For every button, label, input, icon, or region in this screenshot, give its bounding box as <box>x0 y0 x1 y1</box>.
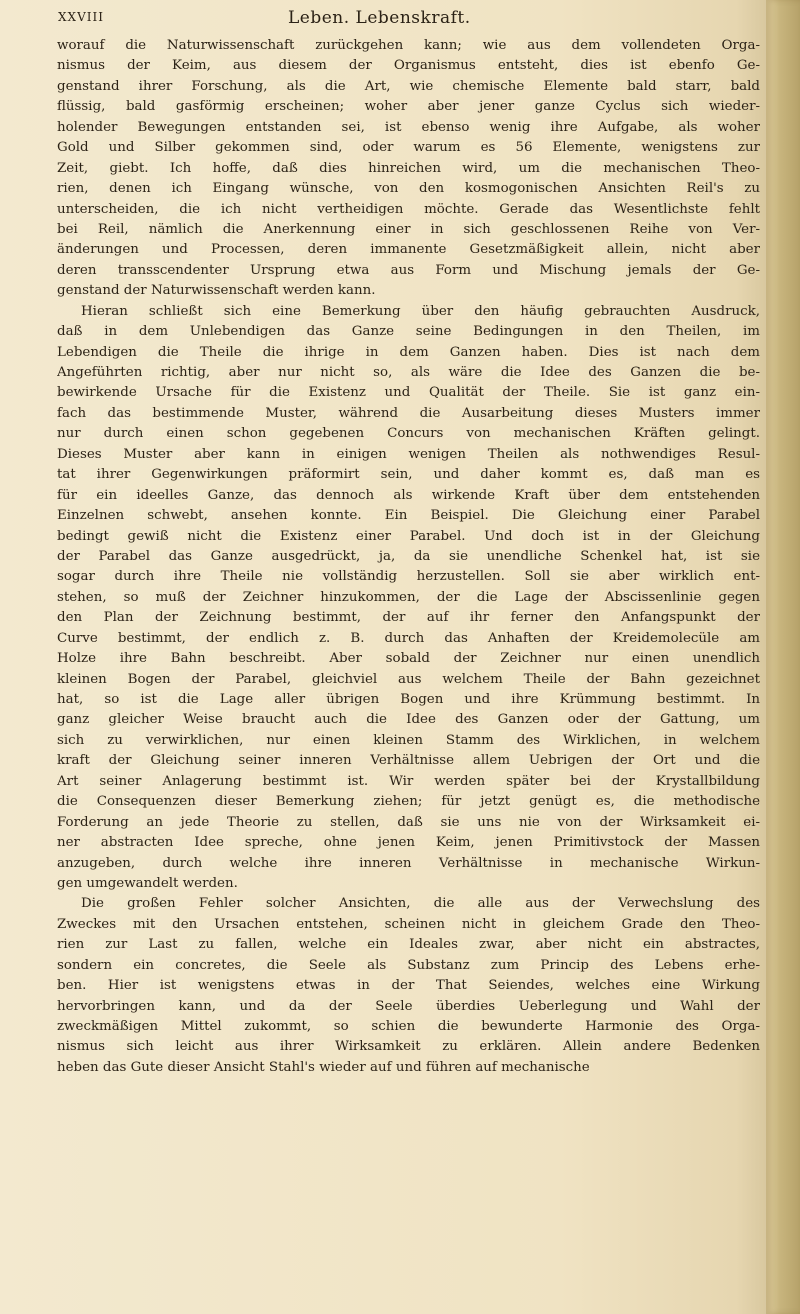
text-line: flüssig, bald gasförmig erscheinen; woher aber jener ganze Cyclus sich wieder- <box>57 99 760 115</box>
text-line: kleinen Bogen der Parabel, gleichviel aus welchem Theile der Bahn gezeichnet <box>57 671 760 687</box>
text-line: Art seiner Anlagerung bestimmt ist. Wir werden später bei der Krystallbildung <box>57 773 760 789</box>
text-line: zweckmäßigen Mittel zukommt, so schien die bewunderte Harmonie des Orga- <box>57 1019 760 1034</box>
text-line: Einzelnen schwebt, ansehen konnte. Ein Beispiel. Die Gleichung einer Parabel <box>57 508 760 524</box>
text-line: Die großen Fehler solcher Ansichten, die alle aus der Verwechslung des <box>81 896 760 912</box>
text-line: genstand der Naturwissenschaft werden kann. <box>57 283 376 299</box>
text-line: ben. Hier ist wenigstens etwas in der That Seiendes, welches eine Wirkung <box>57 978 760 994</box>
page-number: XXVIII <box>58 10 104 24</box>
text-line: sogar durch ihre Theile nie vollständig herzustellen. Soll sie aber wirklich ent- <box>57 569 760 585</box>
text-line: nismus sich leicht aus ihrer Wirksamkeit zu erklären. Allein andere Bedenken <box>57 1039 760 1055</box>
text-line: hervorbringen kann, und da der Seele überdies Ueberlegung und Wahl der <box>57 998 760 1014</box>
text-line: für ein ideelles Ganze, das dennoch als wirkende Kraft über dem entstehenden <box>57 487 760 503</box>
text-line: Angeführten richtig, aber nur nicht so, als wäre die Idee des Ganzen die be- <box>57 365 760 380</box>
running-head: Leben. Lebenskraft. <box>288 8 471 28</box>
text-line: fach das bestimmende Muster, während die Ausarbeitung dieses Musters immer <box>57 405 760 421</box>
paragraph <box>57 302 760 895</box>
page-edge <box>766 0 800 1314</box>
text-line: Hieran schließt sich eine Bemerkung über den häufig gebrauchten Ausdruck, <box>81 303 760 319</box>
text-line: nismus der Keim, aus diesem der Organismus entsteht, dies ist ebenfo Ge- <box>57 58 760 74</box>
body-text <box>57 36 760 1078</box>
text-line: genstand ihrer Forschung, als die Art, wie chemische Elemente bald starr, bald <box>57 78 760 94</box>
text-line: rien zur Last zu fallen, welche ein Ideales zwar, aber nicht ein abstractes, <box>57 937 760 953</box>
text-line: hat, so ist die Lage aller übrigen Bogen und ihre Krümmung bestimmt. In <box>57 692 760 707</box>
text-line: den Plan der Zeichnung bestimmt, der auf ihr ferner den Anfangspunkt der <box>57 610 760 626</box>
text-line: stehen, so muß der Zeichner hinzukommen, der die Lage der Abscissenlinie gegen <box>57 589 760 605</box>
text-line: Zeit, giebt. Ich hoffe, daß dies hinreichen wird, um die mechanischen Theo- <box>57 160 760 176</box>
text-line: kraft der Gleichung seiner inneren Verhältnisse allem Uebrigen der Ort und die <box>57 753 760 769</box>
text-line: deren transscendenter Ursprung etwa aus Form und Mischung jemals der Ge- <box>57 262 760 278</box>
text-line: Curve bestimmt, der endlich z. B. durch das Anhaften der Kreidemolecüle am <box>57 630 760 646</box>
text-line: tat ihrer Gegenwirkungen präformirt sein, und daher kommt es, daß man es <box>57 467 760 483</box>
text-line: ner abstracten Idee spreche, ohne jenen Keim, jenen Primitivstock der Massen <box>57 835 760 851</box>
text-line: der Parabel das Ganze ausgedrückt, ja, da sie unendliche Schenkel hat, ist sie <box>57 548 760 564</box>
text-line: bewirkende Ursache für die Existenz und Qualität der Theile. Sie ist ganz ein- <box>57 385 760 401</box>
text-line: Gold und Silber gekommen sind, oder warum es 56 Elemente, wenigstens zur <box>57 140 760 156</box>
text-line: bei Reil, nämlich die Anerkennung einer in sich geschlossenen Reihe von Ver- <box>57 221 760 237</box>
text-line: holender Bewegungen entstanden sei, ist ebenso wenig ihre Aufgabe, als woher <box>57 119 760 135</box>
text-line: unterscheiden, die ich nicht vertheidigen möchte. Gerade das Wesentlichste fehlt <box>57 201 760 217</box>
text-line: anzugeben, durch welche ihre inneren Verhältnisse in mechanische Wirkun- <box>57 855 760 871</box>
text-line: nur durch einen schon gegebenen Concurs von mechanischen Kräften gelingt. <box>57 426 760 442</box>
text-line: Dieses Muster aber kann in einigen wenigen Theilen als nothwendiges Resul- <box>57 446 760 462</box>
paragraph <box>57 36 760 302</box>
text-line: rien, denen ich Eingang wünsche, von den kosmogonischen Ansichten Reil's zu <box>57 181 760 197</box>
page-header <box>58 8 758 30</box>
text-line: die Consequenzen dieser Bemerkung ziehen; für jetzt genügt es, die methodische <box>57 794 760 810</box>
text-line: sich zu verwirklichen, nur einen kleinen Stamm des Wirklichen, in welchem <box>57 732 760 748</box>
text-line: heben das Gute dieser Ansicht Stahl's wieder auf und führen auf mechanische <box>57 1059 590 1075</box>
text-line: Lebendigen die Theile die ihrige in dem Ganzen haben. Dies ist nach dem <box>57 344 760 360</box>
text-line: worauf die Naturwissenschaft zurückgehen kann; wie aus dem vollendeten Orga- <box>57 38 760 53</box>
text-line: Holze ihre Bahn beschreibt. Aber sobald der Zeichner nur einen unendlich <box>57 651 760 667</box>
text-line: gen umgewandelt werden. <box>57 875 238 891</box>
text-line: Zweckes mit den Ursachen entstehen, scheinen nicht in gleichem Grade den Theo- <box>57 916 760 932</box>
paragraph <box>57 894 760 1078</box>
text-line: ganz gleicher Weise braucht auch die Idee des Ganzen oder der Gattung, um <box>57 712 760 728</box>
text-line: änderungen und Processen, deren immanente Gesetzmäßigkeit allein, nicht aber <box>57 242 760 258</box>
text-line: bedingt gewiß nicht die Existenz einer Parabel. Und doch ist in der Gleichung <box>57 528 760 544</box>
text-line: Forderung an jede Theorie zu stellen, daß sie uns nie von der Wirksamkeit ei- <box>57 814 760 830</box>
text-line: sondern ein concretes, die Seele als Substanz zum Princip des Lebens erhe- <box>57 957 760 973</box>
text-line: daß in dem Unlebendigen das Ganze seine Bedingungen in den Theilen, im <box>57 324 760 340</box>
